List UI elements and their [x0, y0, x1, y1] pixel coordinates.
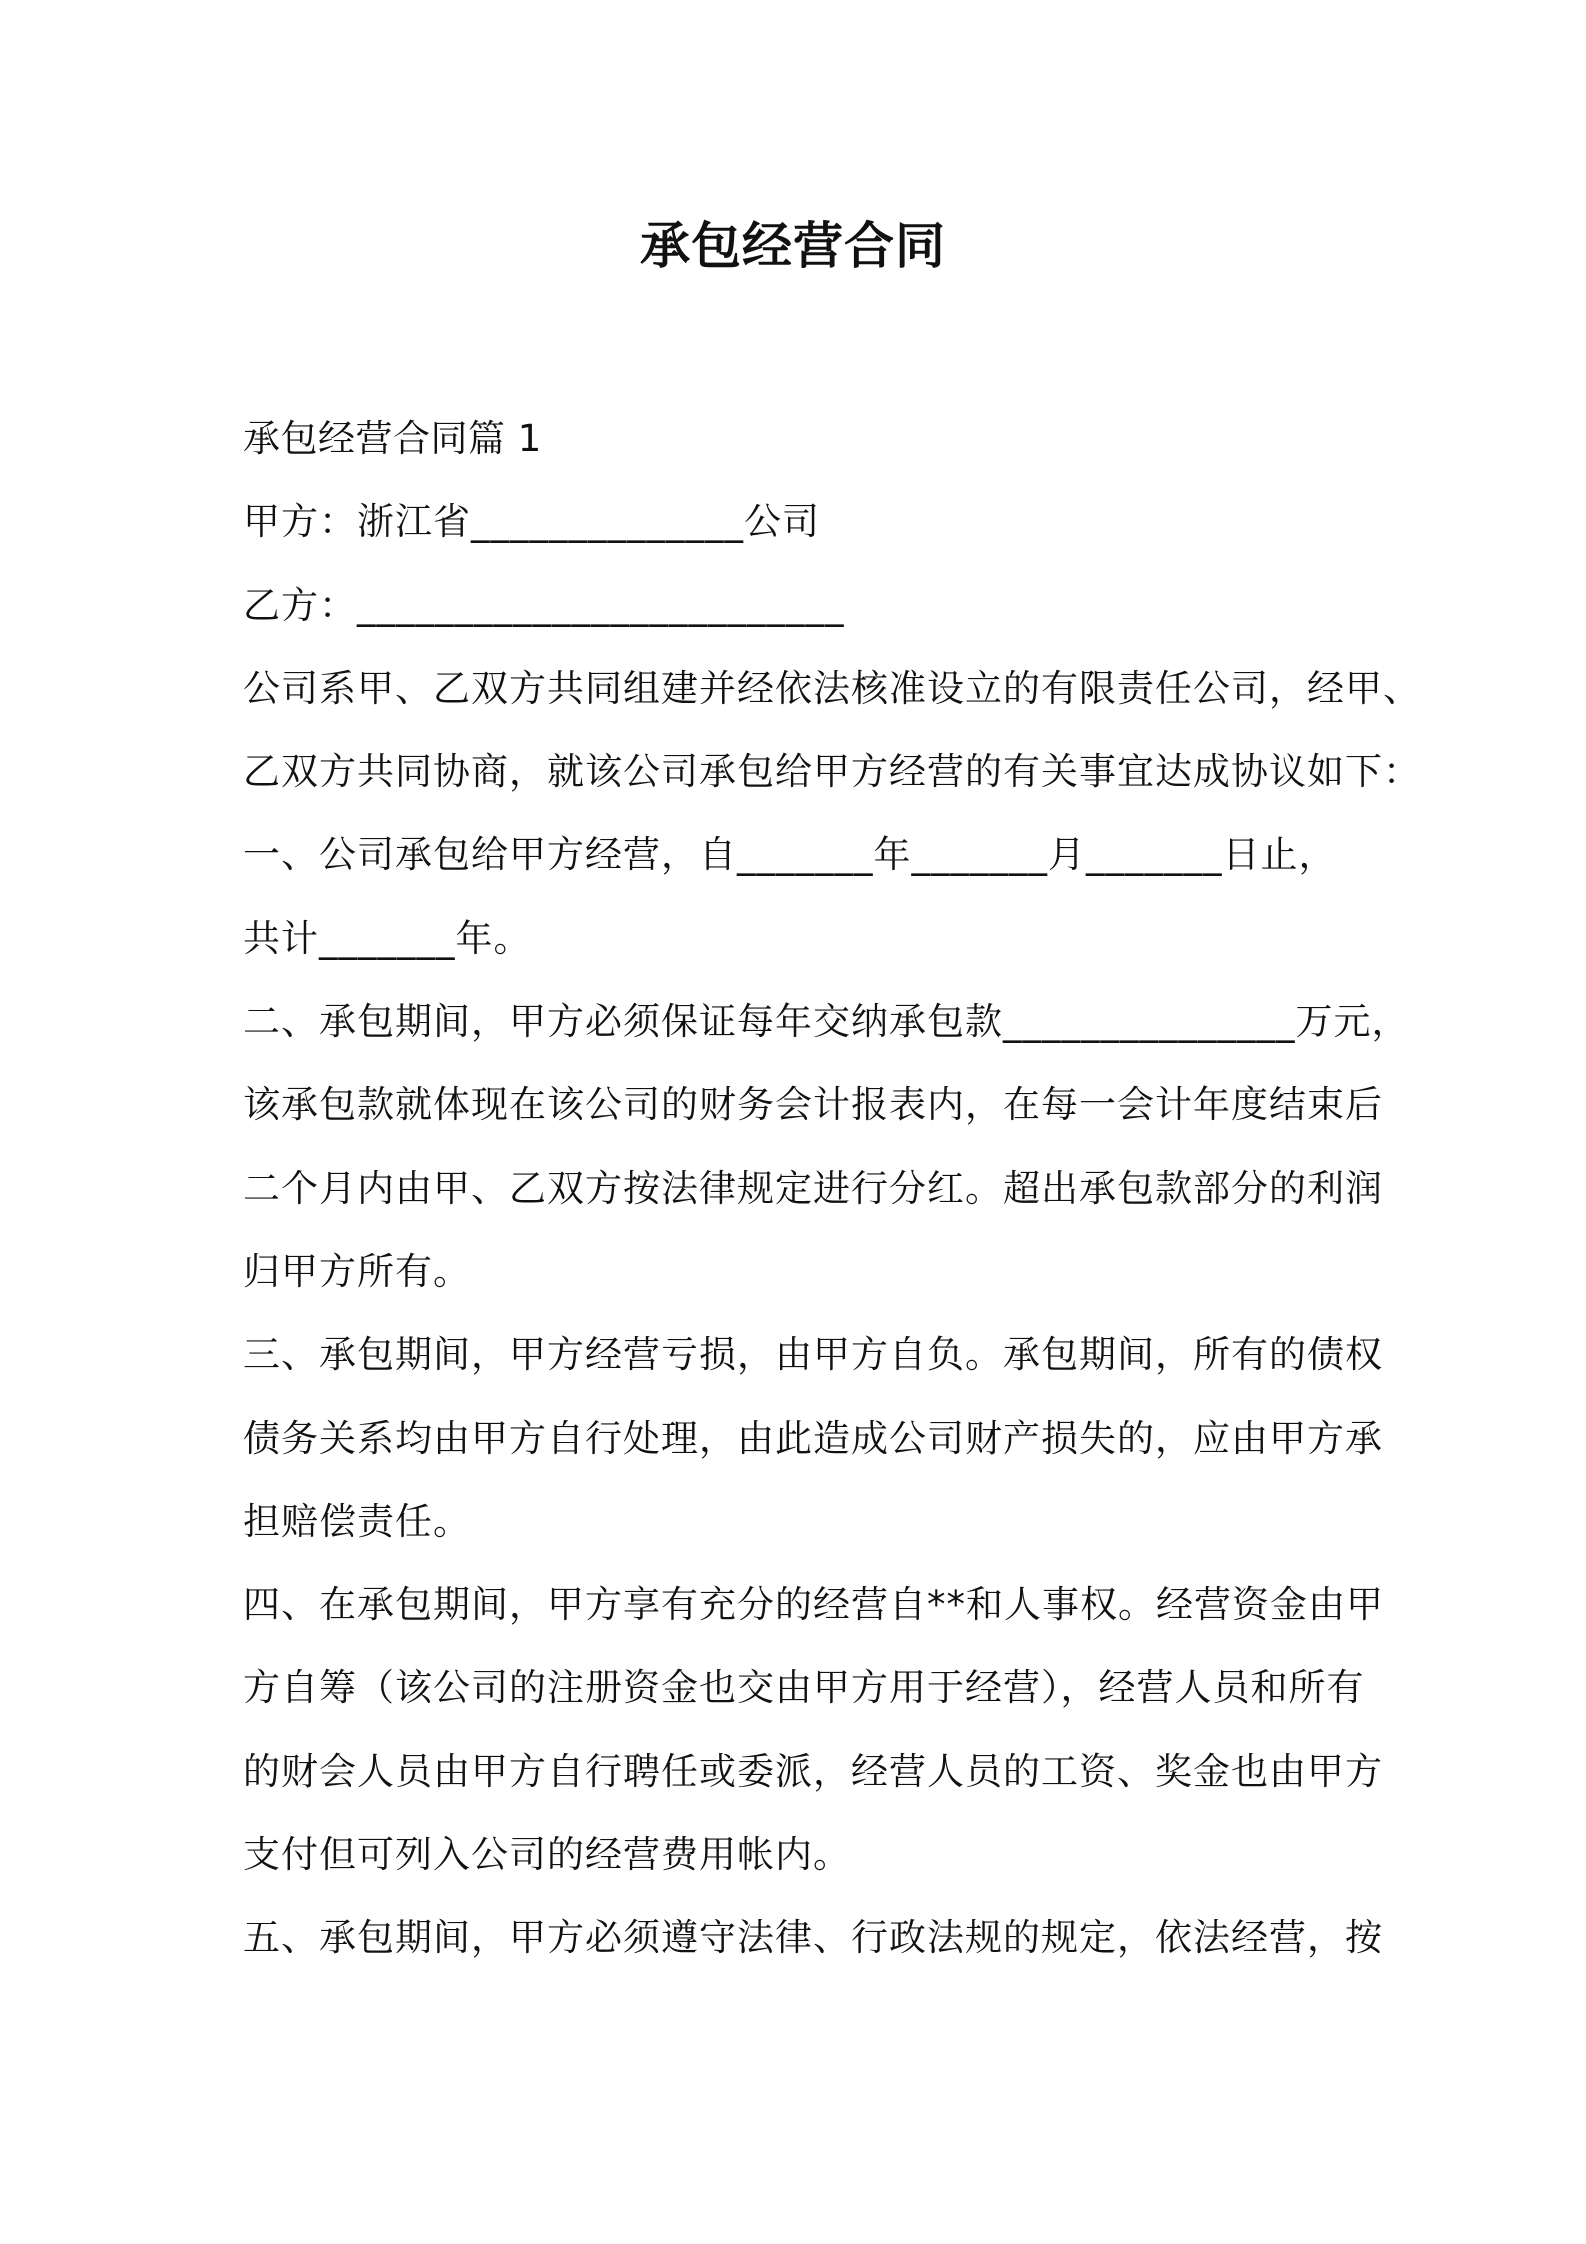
section-heading: 承包经营合同篇 1: [243, 417, 542, 460]
body-line: 乙双方共同协商，就该公司承包给甲方经营的有关事宜达成协议如下：: [243, 750, 1421, 794]
document-title: 承包经营合同: [640, 217, 946, 275]
clause-3-line: 担赔偿责任。: [243, 1499, 471, 1543]
clause-2-line: 二、承包期间，甲方必须保证每年交纳承包款_______________万元，: [243, 1000, 1410, 1044]
clause-2-line: 归甲方所有。: [243, 1249, 471, 1293]
clause-1-line: 一、公司承包给甲方经营，自_______年_______月_______日止，: [243, 833, 1337, 877]
clause-3-line: 债务关系均由甲方自行处理，由此造成公司财产损失的，应由甲方承: [243, 1416, 1383, 1460]
clause-2-line: 二个月内由甲、乙双方按法律规定进行分红。超出承包款部分的利润: [243, 1166, 1383, 1210]
body-line: 公司系甲、乙双方共同组建并经依法核准设立的有限责任公司，经甲、: [243, 666, 1421, 710]
clause-5-line: 五、承包期间，甲方必须遵守法律、行政法规的规定，依法经营，按: [243, 1916, 1383, 1960]
clause-3-line: 三、承包期间，甲方经营亏损，由甲方自负。承包期间，所有的债权: [243, 1333, 1383, 1377]
document-body: [243, 404, 1421, 1987]
clause-4-line: 方自筹（该公司的注册资金也交由甲方用于经营），经营人员和所有: [243, 1666, 1365, 1710]
clause-4-line: 支付但可列入公司的经营费用帐内。: [243, 1833, 851, 1877]
party-a-line: 甲方：浙江省______________公司: [243, 500, 820, 544]
clause-2-line: 该承包款就体现在该公司的财务会计报表内，在每一会计年度结束后: [243, 1083, 1383, 1127]
clause-4-line: 的财会人员由甲方自行聘任或委派，经营人员的工资、奖金也由甲方: [243, 1749, 1383, 1793]
clause-1-line: 共计_______年。: [243, 916, 532, 960]
party-b-line: 乙方：_________________________: [243, 583, 845, 627]
clause-4-line: 四、在承包期间，甲方享有充分的经营自**和人事权。经营资金由甲: [243, 1583, 1384, 1627]
